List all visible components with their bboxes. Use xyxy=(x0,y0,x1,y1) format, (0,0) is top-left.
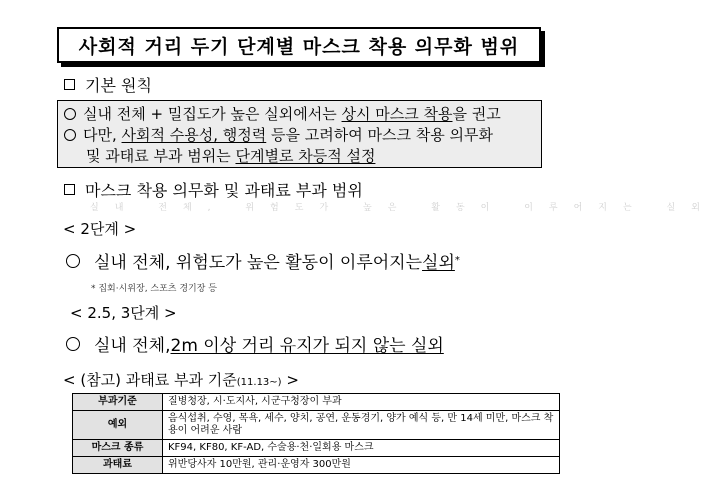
circle-bullet-icon xyxy=(66,254,80,268)
principles-box xyxy=(57,100,542,168)
section-heading: 기본 원칙 xyxy=(85,76,152,95)
circle-bullet-icon xyxy=(66,337,80,351)
table-row xyxy=(73,394,560,411)
stage2-item: 실내 전체, 위험도가 높은 활동이 이루어지는 실외 * xyxy=(66,248,460,273)
principle-bullet: 다만, 사회적 수용성, 행정력 등을 고려하여 마스크 착용 의무화 xyxy=(64,125,535,146)
table-row xyxy=(73,457,560,474)
table-header-cell: 부과기준 xyxy=(73,394,163,411)
stage2-label: < 2단계 > xyxy=(63,220,137,238)
circle-bullet-icon xyxy=(64,108,76,120)
table-cell: KF94, KF80, KF-AD, 수술용·천·일회용 마스크 xyxy=(163,440,560,457)
faded-overlapped-text: 실내 전체, 위험도가 높은 활동이 이루어지는 실외 xyxy=(90,203,716,213)
square-bullet-icon xyxy=(64,184,75,195)
table-cell: 질병청장, 시·도지사, 시군구청장이 부과 xyxy=(163,394,560,411)
reference-heading: < (참고) 과태료 부과 기준(11.13~) > xyxy=(63,371,299,389)
principle-bullet: 실내 전체 + 밀집도가 높은 실외에서는 상시 마스크 착용을 권고 xyxy=(64,104,535,125)
fine-criteria-table xyxy=(72,393,560,474)
table-row xyxy=(73,440,560,457)
table-header-cell: 마스크 종류 xyxy=(73,440,163,457)
table-cell: 음식섭취, 수영, 목욕, 세수, 양치, 공연, 운동경기, 양가 예식 등, 만 14세 미만, 마스크 착용이 어려운 사람 xyxy=(163,411,560,440)
section-heading: 마스크 착용 의무화 및 과태료 부과 범위 xyxy=(85,181,363,200)
circle-bullet-icon xyxy=(64,129,76,141)
section-basic-principles xyxy=(64,73,152,96)
square-bullet-icon xyxy=(64,79,75,90)
title-box xyxy=(57,27,541,63)
table-row xyxy=(73,411,560,440)
table-header-cell: 예외 xyxy=(73,411,163,440)
page-title: 사회적 거리 두기 단계별 마스크 착용 의무화 범위 xyxy=(78,35,520,58)
stage3-item: 실내 전체, 2m 이상 거리 유지가 되지 않는 실외 xyxy=(66,331,444,356)
table-header-cell: 과태료 xyxy=(73,457,163,474)
stage3-label: < 2.5, 3단계 > xyxy=(70,304,177,322)
section-mandate-scope xyxy=(64,178,363,201)
stage2-footnote: * 집회·시위장, 스포츠 경기장 등 xyxy=(91,284,217,294)
table-cell: 위반당사자 10만원, 관리·운영자 300만원 xyxy=(163,457,560,474)
principle-continuation: 및 과태료 부과 범위는 단계별로 차등적 설정 xyxy=(86,147,376,165)
